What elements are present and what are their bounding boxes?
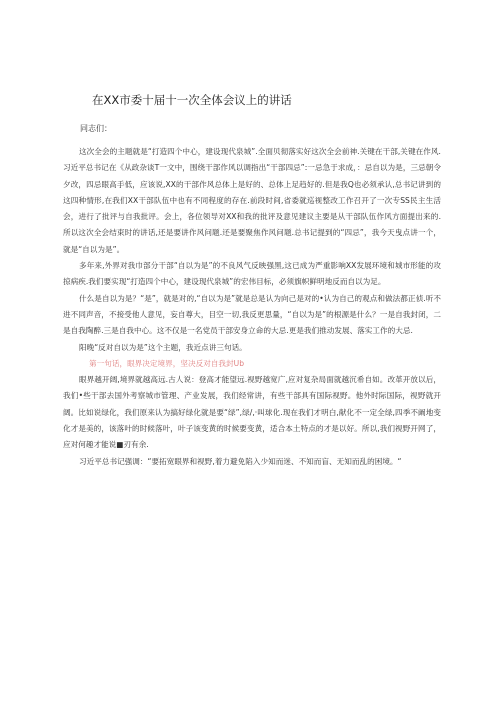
document-body [63, 144, 441, 470]
paragraph-3: 什么是自以为是？“是”，就是对的,“自以为是”就是总是认为向己是对的•认为自己的观点和做法都正侦.听不进不同声音，不接受他人意见，妄自尊大，目空一切,我反更思量，“自以为是”的根源是什么？一是自我封闭，二是自我陶醉.三是自我中心。这不仅是一名党员干部安身立命的大忌.更是我们推动发展、落实工作的大忌. [63, 293, 441, 336]
paragraph-4: 阳晚“反对自以为是”这个主题，我近点讲三句话。 [79, 342, 247, 352]
paragraph-1: 这次全会的主题就是“打造四个中心，建设现代泉城”.全面贝彻落实好这次全会前神.关键在干部,关键在作风.习近平总书记在《从政杂谈T一文中，围绕干部作风以调指出“干部四忌”:一忌急于求成，：忌自以为是，三忌朝令夕改，四忌眼高手低，应该说,XX的干部作风总体上是好的、总体上足趋好的.但是我Q也必须承认,总书记讲到的这四种情形,在我们XX干部队伍中也有不同程度的存在.前段时间,省委就巡视整改工作召开了一次专SS民主生活会，进行了批评与自我批评。会上，各位领导对XX和我的批评及意见建议主要是从干部队伍作风方面提出来的.所以这次全会结束时的讲话,还是要讲作风问题.还是要聚焦作风问题.总书记提到的“四忌”，我今天曳点讲一个，就是“自以为是”。 [63, 147, 441, 254]
paragraph-2: 多年来,外界对我巾部分干部“自以为是”的不良风气反映强黑,这已成为严重影响XX发展环境和城市形能的攻掠病疾.我们要实现“打造四个中心，建设现代泉城”的宏伟目标，必须旗帜鲜明地反而自以为足。 [63, 261, 441, 287]
paragraph-5: 眼界越开阔,境界就越高远.古人说：登高才能望远.视野越宽广,应对复杂局面就越沉希自如。改革开放以后，我们•些干部去国外考察城市管理、产业发展，我们经常讲，有些干部具有国际视野。他外时际国际，视野就开阔。比如说绿化，我们原来认为搞好绿化就是要“绿”,绿/,·叫球化.现在我们才明白,献化不一定全绿,四季不阚地变化才是美的，该落叶的时候落叶，叶子该变黄的时候要变黄，适合本土特点的才是以好。所以,我们视野开网了，应对何趣才能说■刃有余. [63, 375, 441, 450]
paragraph-6: 习近平总书记强调：“要拓宽眼界和视野,着力避免陷入少知而迷、不知而盲、无知而乱的困境。“ [79, 456, 402, 466]
salutation: 同志们： [80, 124, 112, 133]
document-title: 在XX市委十届十一次全体会议上的讲话 [92, 93, 292, 107]
section-heading-1: 第一句话，眼界决定境界，坚决反对自我封Ub [89, 358, 245, 368]
